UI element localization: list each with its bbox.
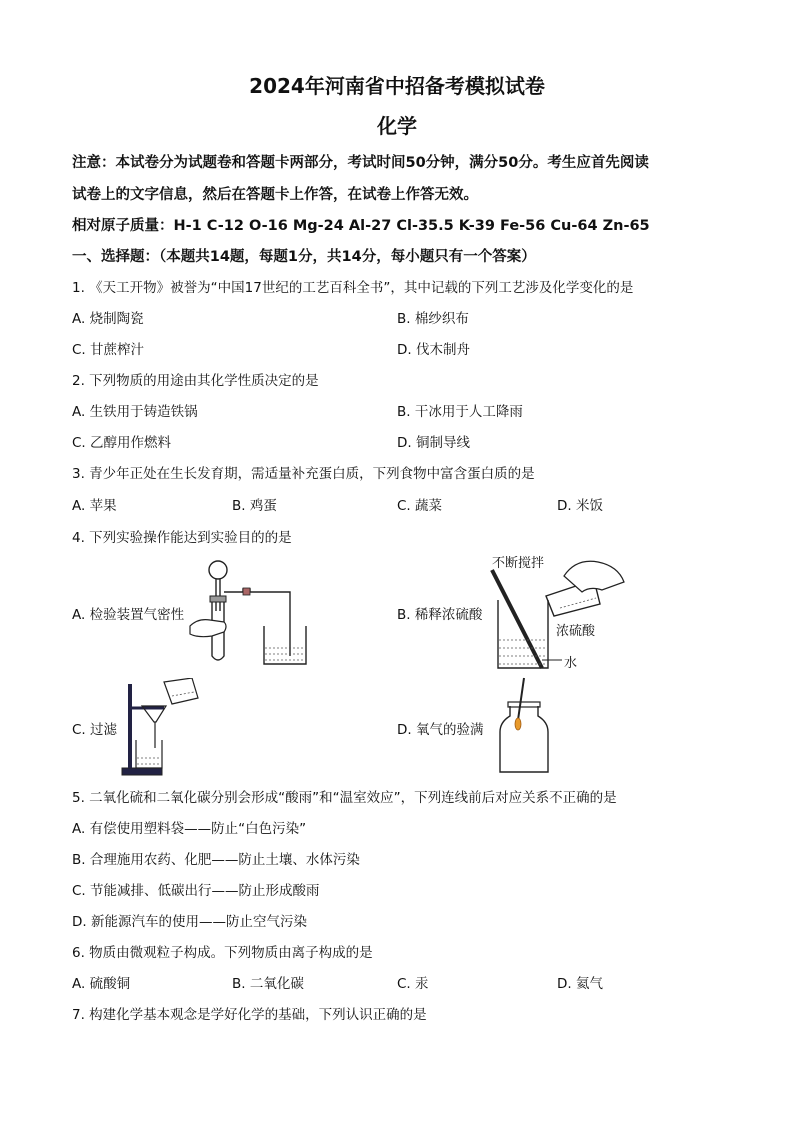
option-d: D. 氧气的验满 (397, 722, 484, 738)
acid-label: 浓硫酸 (556, 624, 596, 639)
section-heading: 一、选择题：（本题共14题，每题1分，共14分，每小题只有一个答案） (72, 249, 536, 265)
option-a: A. 硫酸铜 (72, 976, 131, 992)
option-a: A. 有偿使用塑料袋——防止“白色污染” (72, 821, 307, 837)
subject-title: 化学 (377, 114, 417, 138)
option-a: A. 苹果 (72, 498, 117, 514)
airtightness-apparatus-figure (188, 556, 308, 668)
option-b: B. 合理施用农药、化肥——防止土壤、水体污染 (72, 852, 360, 868)
option-a: A. 烧制陶瓷 (72, 311, 144, 327)
stir-label: 不断搅拌 (492, 556, 545, 571)
option-a: A. 生铁用于铸造铁锅 (72, 404, 198, 420)
page-title: 2024年河南省中招备考模拟试卷 (249, 74, 545, 98)
option-b: B. 干冰用于人工降雨 (397, 404, 523, 420)
question-stem: 7. 构建化学基本观念是学好化学的基础，下列认识正确的是 (72, 1007, 427, 1023)
question-stem: 3. 青少年正处在生长发育期，需适量补充蛋白质，下列食物中富含蛋白质的是 (72, 466, 535, 482)
option-d: D. 氦气 (557, 976, 603, 992)
water-label: 水 (564, 656, 578, 671)
filtration-figure (120, 678, 200, 778)
oxygen-test-figure (496, 676, 556, 776)
option-c: C. 乙醇用作燃料 (72, 435, 172, 451)
option-c: C. 蔬菜 (397, 498, 443, 514)
option-d: D. 铜制导线 (397, 435, 470, 451)
option-c: C. 节能减排、低碳出行——防止形成酸雨 (72, 883, 320, 899)
question-stem: 4. 下列实验操作能达到实验目的的是 (72, 530, 292, 546)
option-a: A. 检验装置气密性 (72, 607, 185, 623)
option-b: B. 鸡蛋 (232, 498, 277, 514)
question-stem: 1. 《天工开物》被誉为“中国17世纪的工艺百科全书”，其中记载的下列工艺涉及化学变化的是 (72, 280, 634, 296)
notice-line-1: 注意：本试卷分为试题卷和答题卡两部分，考试时间50分钟，满分50分。考生应首先阅读 (72, 155, 649, 171)
option-b: B. 棉纱织布 (397, 311, 469, 327)
question-stem: 6. 物质由微观粒子构成。下列物质由离子构成的是 (72, 945, 373, 961)
option-b: B. 稀释浓硫酸 (397, 607, 483, 623)
option-b: B. 二氧化碳 (232, 976, 304, 992)
option-d: D. 新能源汽车的使用——防止空气污染 (72, 914, 307, 930)
question-stem: 2. 下列物质的用途由其化学性质决定的是 (72, 373, 319, 389)
option-d: D. 伐木制舟 (397, 342, 470, 358)
option-c: C. 汞 (397, 976, 429, 992)
question-stem: 5. 二氧化硫和二氧化碳分别会形成“酸雨”和“温室效应”，下列连线前后对应关系不正确的是 (72, 790, 617, 806)
option-d: D. 米饭 (557, 498, 603, 514)
option-c: C. 过滤 (72, 722, 118, 738)
atomic-masses: 相对原子质量：H-1 C-12 O-16 Mg-24 Al-27 Cl-35.5 K-39 Fe-56 Cu-64 Zn-65 (72, 218, 650, 234)
notice-line-2: 试卷上的文字信息，然后在答题卡上作答，在试卷上作答无效。 (72, 187, 478, 203)
option-c: C. 甘蔗榨汁 (72, 342, 145, 358)
dilute-acid-figure (490, 556, 630, 672)
